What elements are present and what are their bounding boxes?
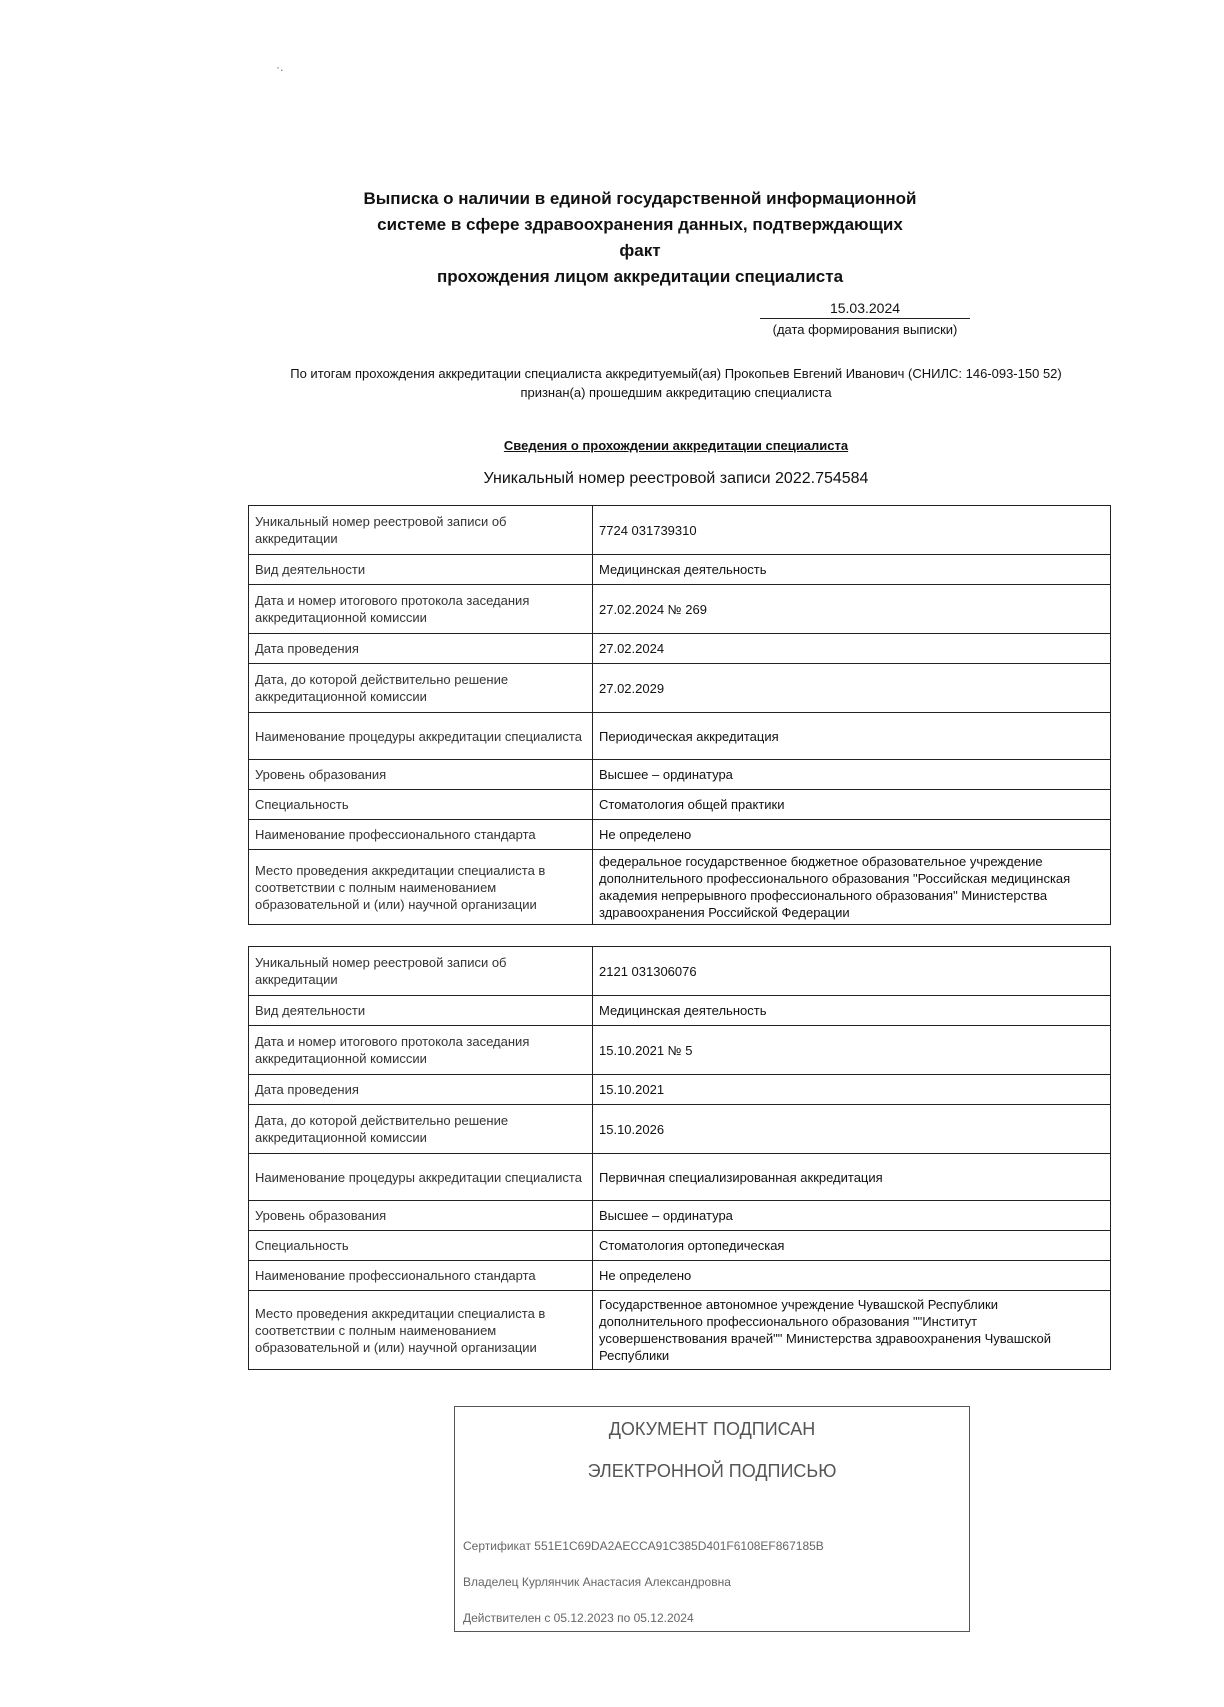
- issue-date: 15.03.2024: [760, 300, 970, 319]
- table-row: [249, 820, 1111, 850]
- row-key: Уровень образования: [249, 1201, 593, 1231]
- table-row: [249, 506, 1111, 555]
- row-value: Не определено: [593, 820, 1111, 850]
- electronic-signature-stamp: [454, 1406, 970, 1632]
- table-row: [249, 790, 1111, 820]
- table-row: [249, 1154, 1111, 1201]
- table-row: [249, 1105, 1111, 1154]
- row-key: Наименование процедуры аккредитации специалиста: [249, 713, 593, 760]
- row-key: Специальность: [249, 790, 593, 820]
- row-value: Государственное автономное учреждение Чувашской Республики дополнительного профессионального образования ""Институт усовершенствования врачей"" Министерства здравоохранения Чувашской Республики: [593, 1291, 1111, 1370]
- table-row: [249, 1201, 1111, 1231]
- stamp-validity: Действителен с 05.12.2023 по 05.12.2024: [463, 1611, 694, 1625]
- accreditation-table-2: [248, 946, 1111, 1370]
- title-line: системе в сфере здравоохранения данных, подтверждающих факт: [377, 215, 903, 260]
- table-row: [249, 1231, 1111, 1261]
- table-row: [249, 555, 1111, 585]
- issue-date-block: [760, 300, 970, 337]
- stamp-certificate: Сертификат 551E1C69DA2AECCA91C385D401F6108EF867185B: [463, 1539, 824, 1553]
- row-value: Высшее – ординатура: [593, 760, 1111, 790]
- scan-speck: ·.: [276, 60, 284, 74]
- row-key: Специальность: [249, 1231, 593, 1261]
- row-key: Дата, до которой действительно решение аккредитационной комиссии: [249, 1105, 593, 1154]
- row-key: Уникальный номер реестровой записи об аккредитации: [249, 506, 593, 555]
- table-row: [249, 634, 1111, 664]
- row-value: Медицинская деятельность: [593, 555, 1111, 585]
- table-row: [249, 947, 1111, 996]
- row-key: Дата проведения: [249, 634, 593, 664]
- row-value: 27.02.2029: [593, 664, 1111, 713]
- row-key: Наименование профессионального стандарта: [249, 820, 593, 850]
- row-key: Уникальный номер реестровой записи об аккредитации: [249, 947, 593, 996]
- row-value: Первичная специализированная аккредитация: [593, 1154, 1111, 1201]
- table-row: [249, 996, 1111, 1026]
- row-value: 27.02.2024 № 269: [593, 585, 1111, 634]
- table-row: [249, 1261, 1111, 1291]
- accreditation-table-1: [248, 505, 1111, 925]
- row-key: Наименование процедуры аккредитации специалиста: [249, 1154, 593, 1201]
- row-key: Дата и номер итогового протокола заседания аккредитационной комиссии: [249, 585, 593, 634]
- table-row: [249, 1291, 1111, 1370]
- section-heading: Сведения о прохождении аккредитации специалиста: [503, 438, 849, 453]
- row-key: Вид деятельности: [249, 555, 593, 585]
- row-key: Место проведения аккредитации специалиста в соответствии с полным наименованием образовательной и (или) научной организации: [249, 1291, 593, 1370]
- row-value: 7724 031739310: [593, 506, 1111, 555]
- document-title: [360, 186, 920, 290]
- table-row: [249, 850, 1111, 925]
- stamp-title: ДОКУМЕНТ ПОДПИСАН: [608, 1419, 816, 1439]
- issue-date-caption: (дата формирования выписки): [772, 322, 958, 337]
- table-row: [249, 760, 1111, 790]
- intro-line: По итогам прохождения аккредитации специалиста аккредитуемый(ая) Прокопьев Евгений Иванович (СНИЛС: 146-093-150 52): [290, 366, 1062, 381]
- row-value: Стоматология ортопедическая: [593, 1231, 1111, 1261]
- table-row: [249, 585, 1111, 634]
- intro-paragraph: [248, 364, 1104, 402]
- row-value: 15.10.2021 № 5: [593, 1026, 1111, 1075]
- row-value: Стоматология общей практики: [593, 790, 1111, 820]
- row-key: Уровень образования: [249, 760, 593, 790]
- stamp-subtitle: ЭЛЕКТРОННОЙ ПОДПИСЬЮ: [587, 1461, 837, 1481]
- row-key: Наименование профессионального стандарта: [249, 1261, 593, 1291]
- row-key: Дата и номер итогового протокола заседания аккредитационной комиссии: [249, 1026, 593, 1075]
- row-value: 27.02.2024: [593, 634, 1111, 664]
- table-row: [249, 664, 1111, 713]
- intro-line: признан(а) прошедшим аккредитацию специалиста: [520, 385, 832, 400]
- row-key: Место проведения аккредитации специалиста в соответствии с полным наименованием образовательной и (или) научной организации: [249, 850, 593, 925]
- row-value: Периодическая аккредитация: [593, 713, 1111, 760]
- row-value: 15.10.2026: [593, 1105, 1111, 1154]
- stamp-owner: Владелец Курлянчик Анастасия Александровна: [463, 1575, 731, 1589]
- registry-number: Уникальный номер реестровой записи 2022.754584: [483, 470, 869, 487]
- row-value: 2121 031306076: [593, 947, 1111, 996]
- row-value: Не определено: [593, 1261, 1111, 1291]
- row-value: 15.10.2021: [593, 1075, 1111, 1105]
- row-value: федеральное государственное бюджетное образовательное учреждение дополнительного профессионального образования "Российская медицинская академия непрерывного профессионального образования" Министерства здравоохранения Российской Федерации: [593, 850, 1111, 925]
- row-key: Вид деятельности: [249, 996, 593, 1026]
- row-key: Дата, до которой действительно решение аккредитационной комиссии: [249, 664, 593, 713]
- row-value: Высшее – ординатура: [593, 1201, 1111, 1231]
- table-row: [249, 713, 1111, 760]
- table-row: [249, 1026, 1111, 1075]
- title-line: прохождения лицом аккредитации специалиста: [436, 267, 844, 286]
- row-key: Дата проведения: [249, 1075, 593, 1105]
- title-line: Выписка о наличии в единой государственной информационной: [363, 189, 917, 208]
- table-row: [249, 1075, 1111, 1105]
- row-value: Медицинская деятельность: [593, 996, 1111, 1026]
